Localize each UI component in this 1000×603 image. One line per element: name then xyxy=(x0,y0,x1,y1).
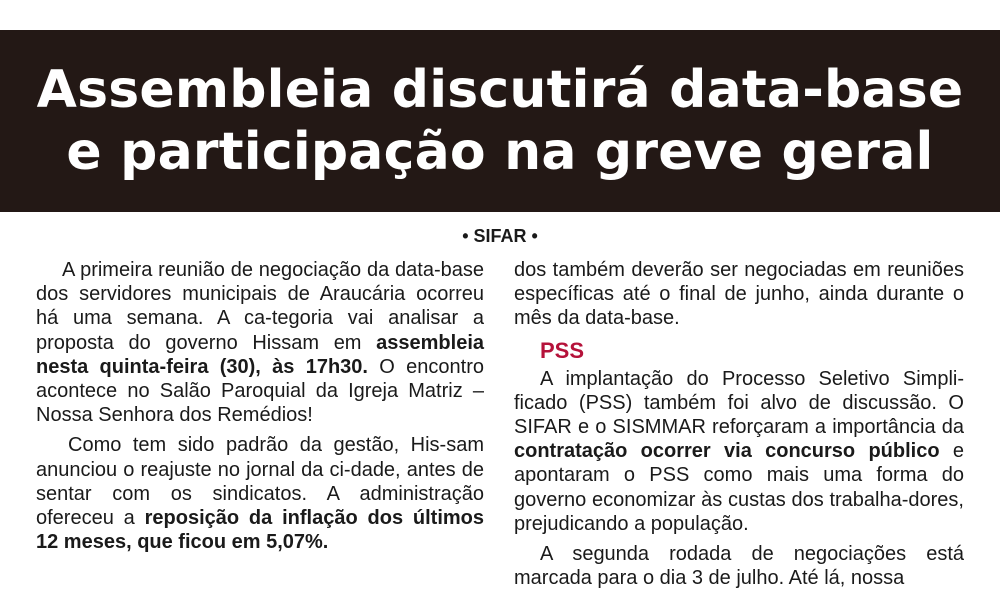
headline-line-1: Assembleia discutirá data-base xyxy=(36,60,964,120)
bold-run: reposição da inflação dos últimos 12 meses, que ficou em 5,07%. xyxy=(36,507,485,554)
text-run: e apontaram o PSS como mais uma forma do governo economizar às custas dos trabalha-dores, prejudicando a população. xyxy=(514,440,964,535)
text-run: A implantação do Processo Seletivo Simpli-ficado (PSS) também foi alvo de discussão. O SIFAR e o SISMMAR reforçaram a importância da xyxy=(514,367,964,439)
bold-run: assembleia nesta quinta-feira (30), às 17h30. xyxy=(36,331,484,378)
paragraph-next-round: A segunda rodada de negociações está marcada para o dia 3 de julho. Até lá, nossa xyxy=(514,543,964,590)
headline-banner xyxy=(0,30,1000,212)
paragraph-continued: dos também deverão ser negociadas em reuniões específicas até o final de junho, ainda durante o mês da data-base. xyxy=(514,259,964,330)
subheading-pss: PSS xyxy=(540,337,585,363)
text-run: Como tem sido padrão da gestão, His-sam anunciou o reajuste no jornal da ci-dade, antes de sentar com os sindicatos. A administração ofereceu a xyxy=(36,434,484,530)
text-run: O encontro acontece no Salão Paroquial da Igreja Matriz – Nossa Senhora dos Remédios! xyxy=(36,355,484,427)
right-column xyxy=(514,258,964,596)
source-label: • SIFAR • xyxy=(462,226,538,246)
paragraph-1 xyxy=(36,258,484,427)
paragraph-pss xyxy=(514,367,964,536)
bold-run: contratação ocorrer via concurso público xyxy=(514,440,940,463)
left-column xyxy=(36,258,484,560)
headline-line-2: e participação na greve geral xyxy=(66,122,934,182)
paragraph-2 xyxy=(36,433,484,554)
text-run: A primeira reunião de negociação da data-base dos servidores municipais de Araucária ocorreu há uma semana. A ca-tegoria vai analisar a proposta do governo Hissam em xyxy=(36,259,484,354)
